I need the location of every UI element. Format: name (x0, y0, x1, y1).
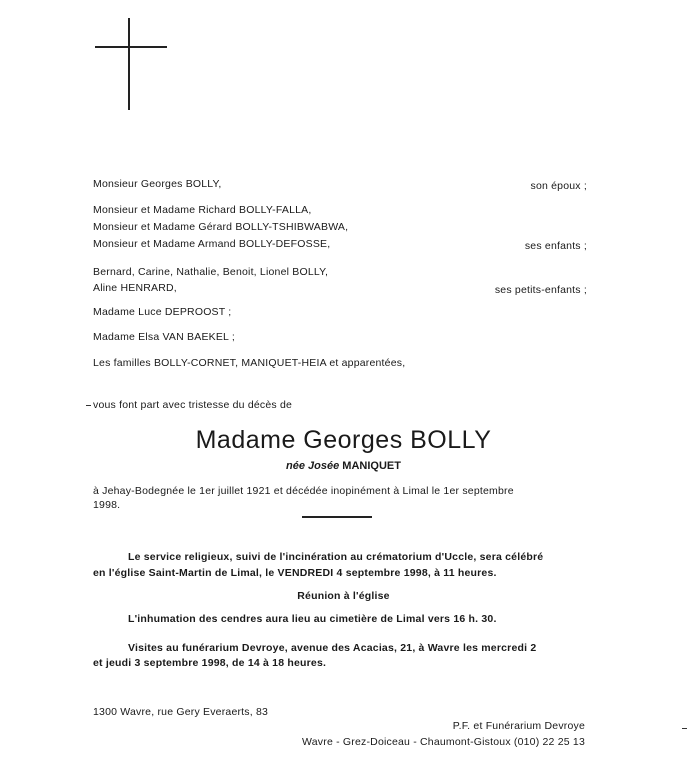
announcement-intro: vous font part avec tristesse du décès de (93, 399, 293, 411)
visits-line-1: Visites au funérarium Devroye, avenue des Acacias, 21, à Wavre les mercredi 2 (128, 642, 537, 654)
maiden-name: MANIQUET (342, 460, 401, 472)
cross-horizontal (95, 46, 167, 48)
dates-line-1: à Jehay-Bodegnée le 1er juillet 1921 et décédée inopinément à Limal le 1er septembre (93, 485, 514, 497)
service-line-1: Le service religieux, suivi de l'incinération au crématorium d'Uccle, sera célébré (128, 551, 544, 563)
visits-line-2: et jeudi 3 septembre 1998, de 14 à 18 heures. (93, 657, 327, 669)
maiden-name-line (0, 460, 687, 472)
relative-2: Madame Elsa VAN BAEKEL ; (93, 331, 235, 343)
nee-prefix: née Josée (286, 460, 340, 472)
child-1: Monsieur et Madame Richard BOLLY-FALLA, (93, 204, 312, 216)
meeting-line: Réunion à l'église (297, 590, 390, 602)
deceased-name: Madame Georges BOLLY (195, 426, 492, 454)
grandchildren-role: ses petits-enfants ; (494, 284, 587, 296)
children-role: ses enfants ; (524, 240, 587, 252)
footer-locations: Wavre - Grez-Doiceau - Chaumont-Gistoux (010) 22 25 13 (302, 736, 585, 748)
spouse-role: son époux ; (530, 180, 587, 192)
dates-line-2: 1998. (93, 499, 121, 511)
spouse-name: Monsieur Georges BOLLY, (93, 178, 222, 190)
relative-1: Madame Luce DEPROOST ; (93, 306, 232, 318)
service-line-2: en l'église Saint-Martin de Limal, le VENDREDI 4 septembre 1998, à 11 heures. (93, 567, 497, 579)
child-3: Monsieur et Madame Armand BOLLY-DEFOSSE, (93, 238, 331, 250)
margin-dash (86, 405, 91, 406)
footer-address: 1300 Wavre, rue Gery Everaerts, 83 (93, 706, 269, 718)
grandchildren-1: Bernard, Carine, Nathalie, Benoit, Lionel BOLLY, (93, 266, 329, 278)
cross-vertical (128, 18, 130, 110)
grandchildren-2: Aline HENRARD, (93, 282, 177, 294)
inhumation-line: L'inhumation des cendres aura lieu au cimetière de Limal vers 16 h. 30. (128, 613, 497, 625)
margin-tick (682, 728, 687, 729)
footer-funeral-home: P.F. et Funérarium Devroye (452, 720, 585, 732)
child-2: Monsieur et Madame Gérard BOLLY-TSHIBWABWA, (93, 221, 349, 233)
separator-rule (302, 516, 372, 518)
families-line: Les familles BOLLY-CORNET, MANIQUET-HEIA et apparentées, (93, 357, 406, 369)
